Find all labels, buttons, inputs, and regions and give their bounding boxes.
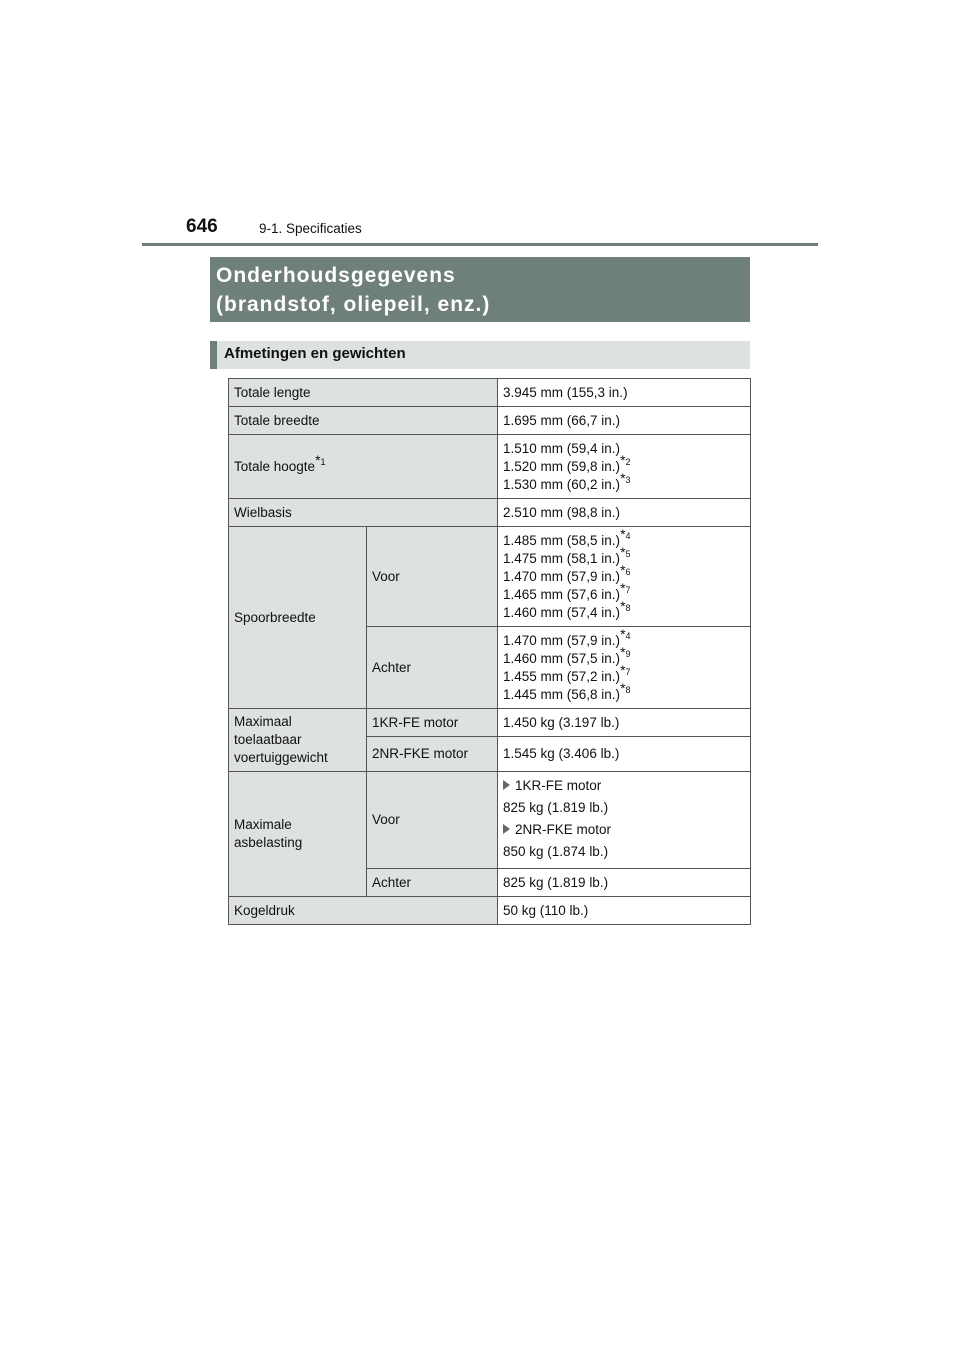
row-value: [498, 435, 751, 499]
footnote-star: *: [620, 452, 626, 468]
value-text: 1.485 mm (58,5 in.): [503, 532, 621, 548]
footnote-star: *: [620, 598, 626, 614]
page-number: 646: [186, 216, 218, 237]
row-label: [229, 772, 367, 897]
value-line: [503, 680, 745, 704]
row-value: 50 kg (110 lb.): [498, 897, 751, 925]
footnote-number: 7: [625, 667, 631, 677]
footnote-number: 3: [625, 475, 631, 485]
row-value: 825 kg (1.819 lb.): [498, 869, 751, 897]
footnote-star: *: [620, 626, 626, 642]
footnote-number: 5: [625, 549, 631, 559]
footnote-number: 4: [625, 531, 631, 541]
footnote-star: *: [620, 470, 626, 486]
sub-label: Achter: [367, 869, 498, 897]
footnote-number: 9: [625, 649, 631, 659]
value-line: 825 kg (1.819 lb.): [503, 800, 609, 815]
footnote-star: *: [620, 680, 626, 696]
sub-label: Achter: [367, 627, 498, 709]
value-line: [503, 470, 745, 494]
value-text: 1.445 mm (56,8 in.): [503, 686, 621, 702]
sub-label: 1KR-FE motor: [367, 709, 498, 737]
page-title-line1: Onderhoudsgegevens: [216, 264, 456, 287]
row-label-text: Totale hoogte: [234, 458, 316, 474]
table-row: [229, 499, 751, 527]
row-label-line: toelaatbaar: [234, 732, 302, 747]
triangle-right-icon: [503, 780, 510, 790]
row-value: 1.545 kg (3.406 lb.): [498, 737, 751, 772]
row-value: 1.450 kg (3.197 lb.): [498, 709, 751, 737]
engine-label: 1KR-FE motor: [515, 778, 602, 793]
value-text: 1.465 mm (57,6 in.): [503, 586, 621, 602]
subsection-title: Afmetingen en gewichten: [210, 341, 750, 369]
value-text: 1.470 mm (57,9 in.): [503, 568, 621, 584]
section-title: 9-1. Specificaties: [259, 221, 362, 236]
row-label-line: Maximaal: [234, 714, 292, 729]
row-value: 2.510 mm (98,8 in.): [498, 499, 751, 527]
footnote-star: *: [620, 644, 626, 660]
footnote-number: 2: [625, 457, 631, 467]
page-title-line2: (brandstof, oliepeil, enz.): [216, 293, 491, 316]
value-text: 1.530 mm (60,2 in.): [503, 476, 621, 492]
row-label-line: voertuiggewicht: [234, 750, 328, 765]
row-label-line: Maximale: [234, 817, 292, 832]
footnote-star: *: [620, 562, 626, 578]
table-row: [229, 407, 751, 435]
footnote-star: *: [620, 662, 626, 678]
value-line: 850 kg (1.874 lb.): [503, 844, 609, 859]
value-text: 1.470 mm (57,9 in.): [503, 632, 621, 648]
table-row: [229, 527, 751, 627]
table-row: [229, 709, 751, 737]
header-rule: [142, 243, 818, 246]
value-text: 1.455 mm (57,2 in.): [503, 668, 621, 684]
value-text: 1.460 mm (57,5 in.): [503, 650, 621, 666]
footnote-star: *: [620, 544, 626, 560]
row-value: [498, 772, 751, 869]
page-title: [210, 257, 750, 322]
row-value: 3.945 mm (155,3 in.): [498, 379, 751, 407]
footnote-number: 7: [625, 585, 631, 595]
table-row: [229, 435, 751, 499]
row-label: Totale breedte: [229, 407, 498, 435]
row-label: Totale lengte: [229, 379, 498, 407]
footnote-star: *: [620, 580, 626, 596]
footnote-star: *: [315, 452, 321, 468]
table-row: [229, 772, 751, 869]
footnote-number: 6: [625, 567, 631, 577]
row-value: [498, 527, 751, 627]
value-line: [503, 598, 745, 622]
value-text: 1.510 mm (59,4 in.): [503, 440, 621, 456]
row-label: Kogeldruk: [229, 897, 498, 925]
footnote-number: 8: [625, 603, 631, 613]
spec-table: [228, 378, 751, 925]
row-value: [498, 627, 751, 709]
footnote-number: 8: [625, 685, 631, 695]
footnote-number: 1: [320, 457, 326, 467]
row-value: 1.695 mm (66,7 in.): [498, 407, 751, 435]
engine-line: [503, 821, 745, 839]
value-text: 1.475 mm (58,1 in.): [503, 550, 621, 566]
row-label-line: asbelasting: [234, 835, 303, 850]
footnote-number: 4: [625, 631, 631, 641]
table-row: [229, 379, 751, 407]
row-label: [229, 435, 498, 499]
row-label: [229, 709, 367, 772]
triangle-right-icon: [503, 824, 510, 834]
value-text: 1.520 mm (59,8 in.): [503, 458, 621, 474]
engine-line: [503, 777, 745, 795]
sub-label: Voor: [367, 527, 498, 627]
sub-label: 2NR-FKE motor: [367, 737, 498, 772]
engine-label: 2NR-FKE motor: [515, 822, 612, 837]
footnote-star: *: [620, 526, 626, 542]
table-row: [229, 897, 751, 925]
row-label: Spoorbreedte: [229, 527, 367, 709]
row-label: Wielbasis: [229, 499, 498, 527]
sub-label: Voor: [367, 772, 498, 869]
value-text: 1.460 mm (57,4 in.): [503, 604, 621, 620]
